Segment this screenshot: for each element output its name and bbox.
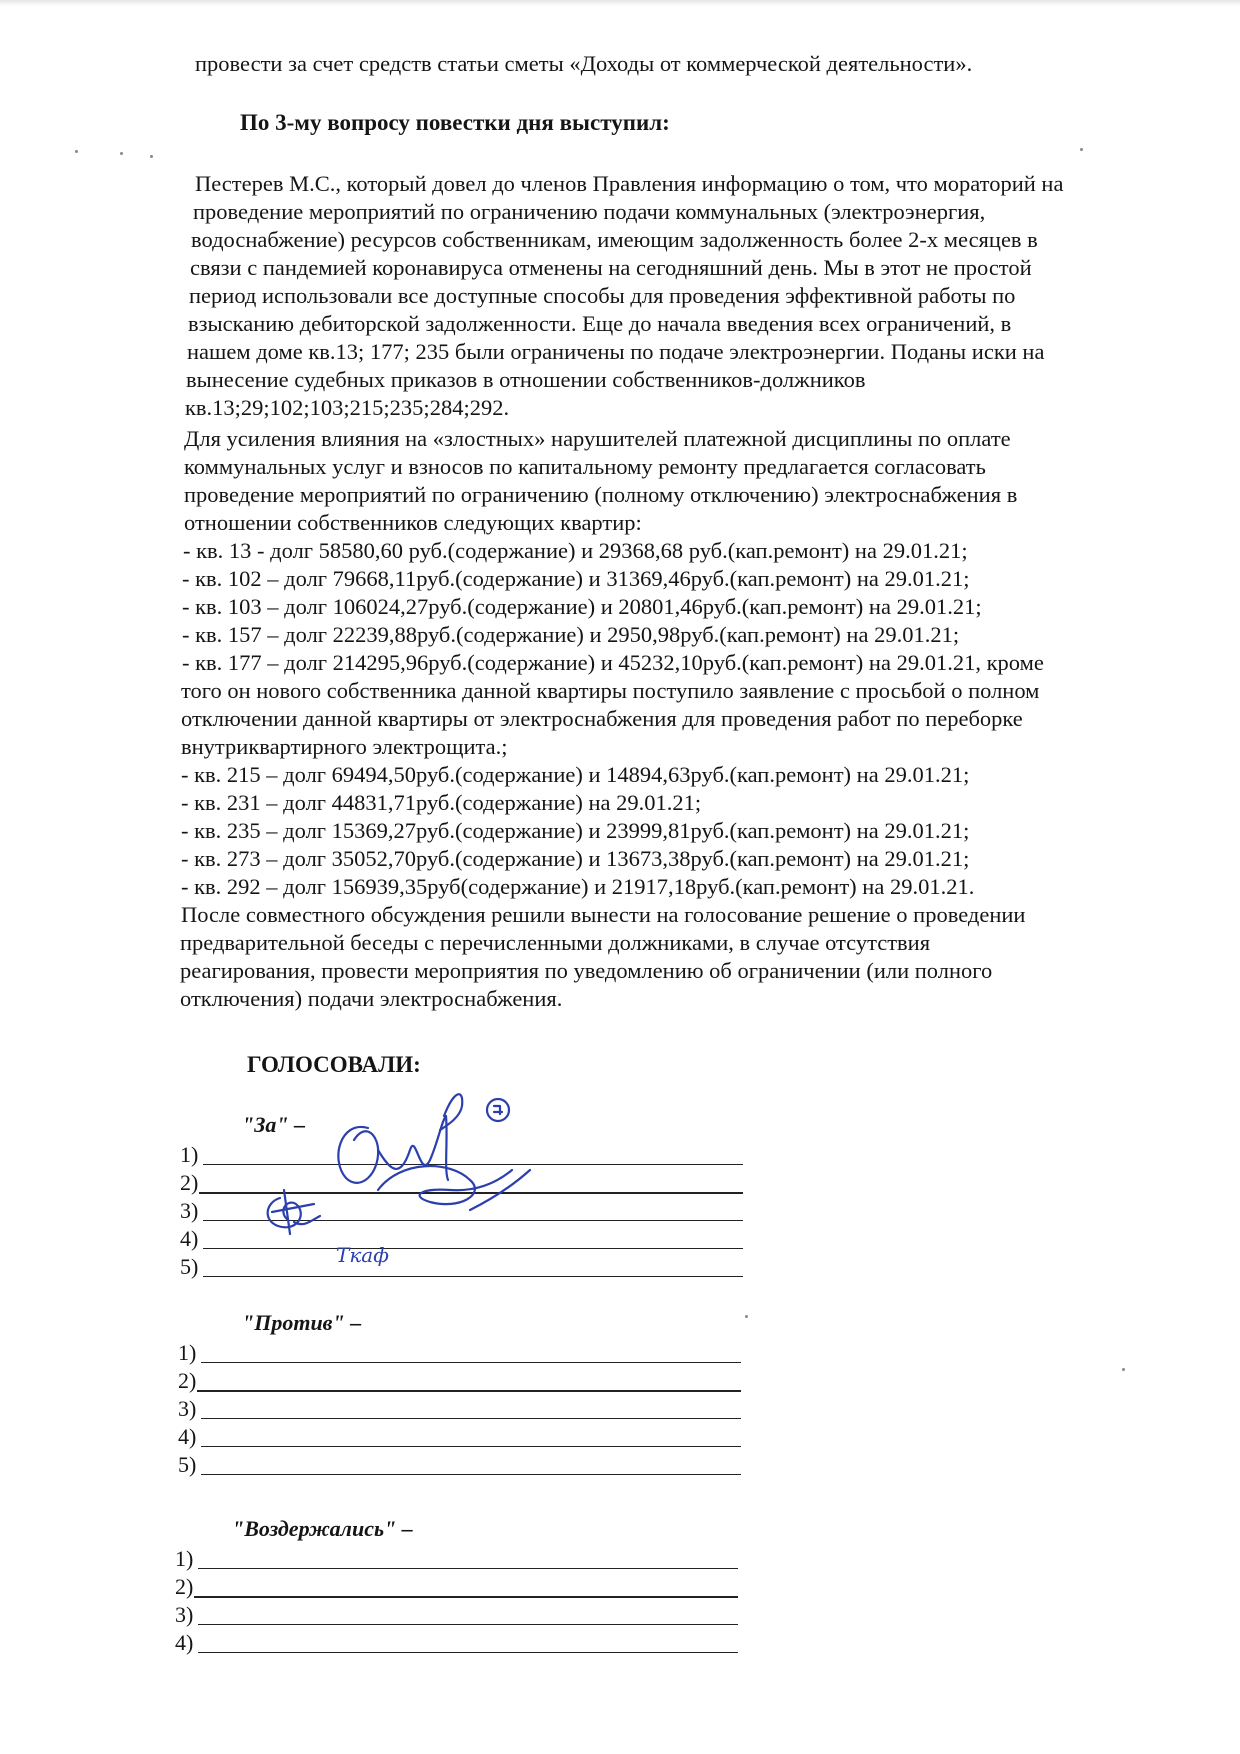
vote-number: 2) [175,1574,194,1599]
top-line: провести за счет средств статьи сметы «Доходы от коммерческой деятельности». [195,51,973,76]
debt-line: - кв. 292 – долг 156939,35руб(содержание) и 21917,18руб.(кап.ремонт) на 29.01.21. [181,874,975,899]
debt-line: - кв. 235 – долг 15369,27руб.(содержание) и 23999,81руб.(кап.ремонт) на 29.01.21; [181,818,970,843]
body-line: отключении данной квартиры от электроснабжения для проведения работ по переборке [181,706,1023,731]
body-line: коммунальных услуг и взносов по капитальному ремонту предлагается согласовать [184,454,986,479]
section-heading: По 3-му вопросу повестки дня выступил: [240,110,670,135]
vote-number: 4) [175,1630,194,1655]
body-line: предварительной беседы с перечисленными должниками, в случае отсутствия [180,930,931,955]
body-line: проведение мероприятий по ограничению (полному отключению) электроснабжения в [184,482,1018,507]
debt-line: - кв. 13 - долг 58580,60 руб.(содержание) и 29368,68 руб.(кап.ремонт) на 29.01.21; [183,538,968,563]
body-line: период использовали все доступные способы для проведения эффективной работы по [189,283,1016,308]
vote-number: 3) [178,1396,197,1421]
body-line: отключения) подачи электроснабжения. [180,986,563,1011]
body-line: вынесение судебных приказов в отношении собственников-должников [186,367,866,392]
debt-line: - кв. 103 – долг 106024,27руб.(содержание) и 20801,46руб.(кап.ремонт) на 29.01.21; [182,594,982,619]
signature-line [201,1362,741,1363]
body-line: отношении собственников следующих квартир: [184,510,642,535]
signature-line [203,1276,743,1277]
vote-number: 2) [180,1170,199,1195]
signature-line [198,1624,738,1625]
scan-speck [75,150,78,153]
signature-line [201,1418,741,1419]
body-line: взысканию дебиторской задолженности. Еще до начала введения всех ограничений, в [188,311,1012,336]
voting-heading: ГОЛОСОВАЛИ: [247,1052,421,1077]
scan-speck [745,1315,748,1318]
body-line: водоснабжение) ресурсов собственникам, имеющим задолженность более 2-х месяцев в [191,227,1038,252]
body-line: проведение мероприятий по ограничению подачи коммунальных (электроэнергия, [193,199,986,224]
body-line: реагирования, провести мероприятия по уведомлению об ограничении (или полного [180,958,993,983]
vote-number: 5) [178,1452,197,1477]
debt-line: - кв. 273 – долг 35052,70руб.(содержание) и 13673,38руб.(кап.ремонт) на 29.01.21; [181,846,970,871]
scan-speck [1080,148,1083,151]
debt-line: - кв. 102 – долг 79668,11руб.(содержание) и 31369,46руб.(кап.ремонт) на 29.01.21; [182,566,970,591]
vote-number: 1) [180,1142,199,1167]
signature-line [198,1568,738,1569]
handwritten-signatures [250,1070,570,1270]
vote-for-label: "За" – [242,1112,306,1137]
signature-lettering: Ткаф [336,1243,389,1267]
signature-line [201,1446,741,1447]
signature-line [201,1474,741,1475]
vote-number: 1) [175,1546,194,1571]
scan-speck [1122,1368,1125,1371]
vote-abstained-label: "Воздержались" – [232,1516,413,1541]
scan-speck [120,152,123,155]
vote-number: 4) [180,1226,199,1251]
debt-line: - кв. 177 – долг 214295,96руб.(содержание) и 45232,10руб.(кап.ремонт) на 29.01.21, кроме [182,650,1044,675]
debt-line: - кв. 231 – долг 44831,71руб.(содержание) на 29.01.21; [181,790,702,815]
body-line: нашем доме кв.13; 177; 235 были ограничены по подаче электроэнергии. Поданы иски на [187,339,1045,364]
vote-number: 3) [175,1602,194,1627]
body-line: того он нового собственника данной квартиры поступило заявление с просьбой о полном [181,678,1040,703]
body-line: Для усиления влияния на «злостных» нарушителей платежной дисциплины по оплате [184,426,1011,451]
body-line: Пестерев М.С., который довел до членов Правления информацию о том, что мораторий на [195,171,1064,196]
body-line: внутриквартирного электрощита.; [181,734,508,759]
vote-number: 5) [180,1254,199,1279]
debt-line: - кв. 215 – долг 69494,50руб.(содержание) и 14894,63руб.(кап.ремонт) на 29.01.21; [181,762,970,787]
signature-line [197,1390,741,1392]
vote-against-label: "Против" – [242,1310,362,1335]
signature-line [194,1596,738,1598]
body-line: После совместного обсуждения решили вынести на голосование решение о проведении [181,902,1026,927]
vote-number: 3) [180,1198,199,1223]
signature-line [198,1652,738,1653]
vote-number: 2) [178,1368,197,1393]
vote-number: 4) [178,1424,197,1449]
vote-number: 1) [178,1340,197,1365]
scan-speck [150,155,153,158]
scan-edge [0,0,1240,6]
body-line: кв.13;29;102;103;215;235;284;292. [185,395,510,420]
body-line: связи с пандемией коронавируса отменены на сегодняшний день. Мы в этот не простой [190,255,1032,280]
debt-line: - кв. 157 – долг 22239,88руб.(содержание) и 2950,98руб.(кап.ремонт) на 29.01.21; [182,622,960,647]
